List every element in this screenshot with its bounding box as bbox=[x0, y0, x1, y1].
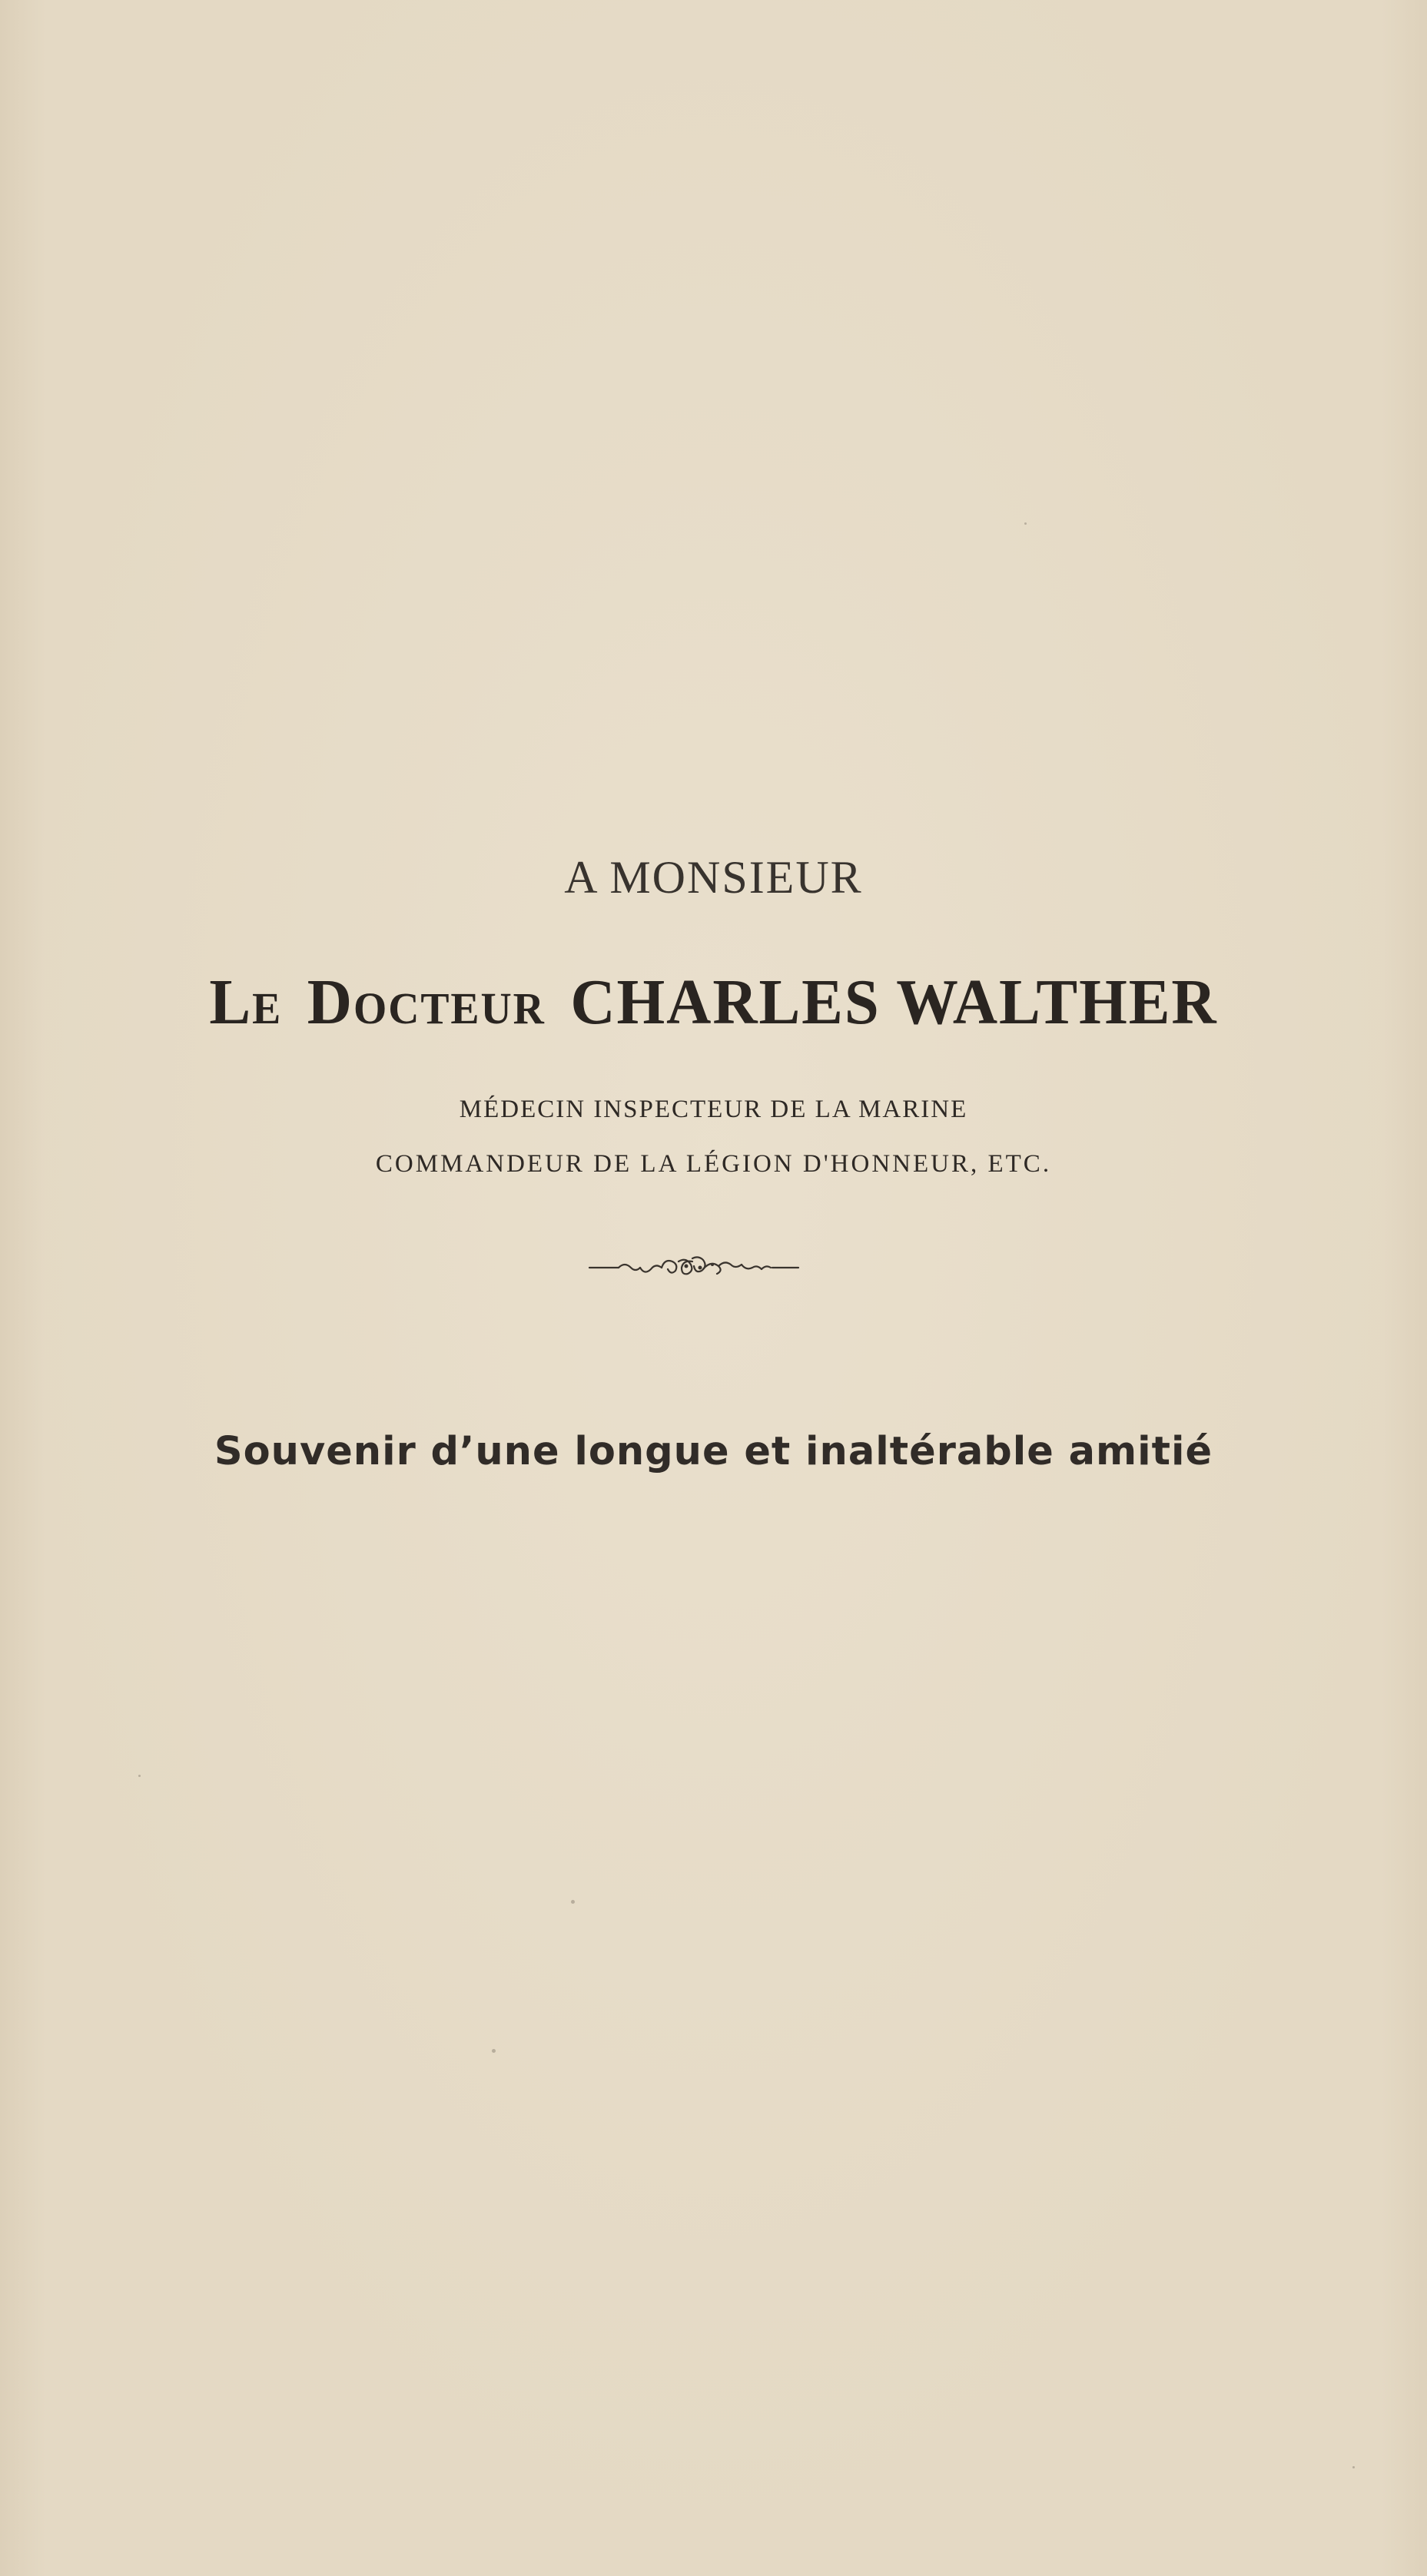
paper-speck bbox=[571, 1900, 575, 1904]
paper-speck bbox=[492, 2049, 496, 2053]
name-docteur-rest: OCTEUR bbox=[353, 983, 546, 1033]
name-docteur-initial: D bbox=[307, 966, 353, 1038]
title-line-1: MÉDECIN INSPECTEUR DE LA MARINE bbox=[459, 1096, 968, 1123]
name-le-initial: L bbox=[209, 966, 253, 1038]
paper-speck bbox=[138, 1775, 141, 1777]
paper-speck bbox=[1024, 522, 1027, 525]
dedication-heading: A MONSIEUR bbox=[564, 852, 863, 903]
paper-speck bbox=[1352, 2466, 1355, 2468]
decorative-flourish-icon bbox=[588, 1251, 800, 1281]
name-main: CHARLES WALTHER bbox=[570, 966, 1218, 1038]
title-line-2: COMMANDEUR DE LA LÉGION D'HONNEUR, ETC. bbox=[375, 1150, 1052, 1178]
dedicatee-name bbox=[28, 965, 1399, 1039]
inscription: Souvenir d’une longue et inaltérable amitié bbox=[214, 1429, 1213, 1474]
name-le-rest: E bbox=[252, 983, 283, 1033]
